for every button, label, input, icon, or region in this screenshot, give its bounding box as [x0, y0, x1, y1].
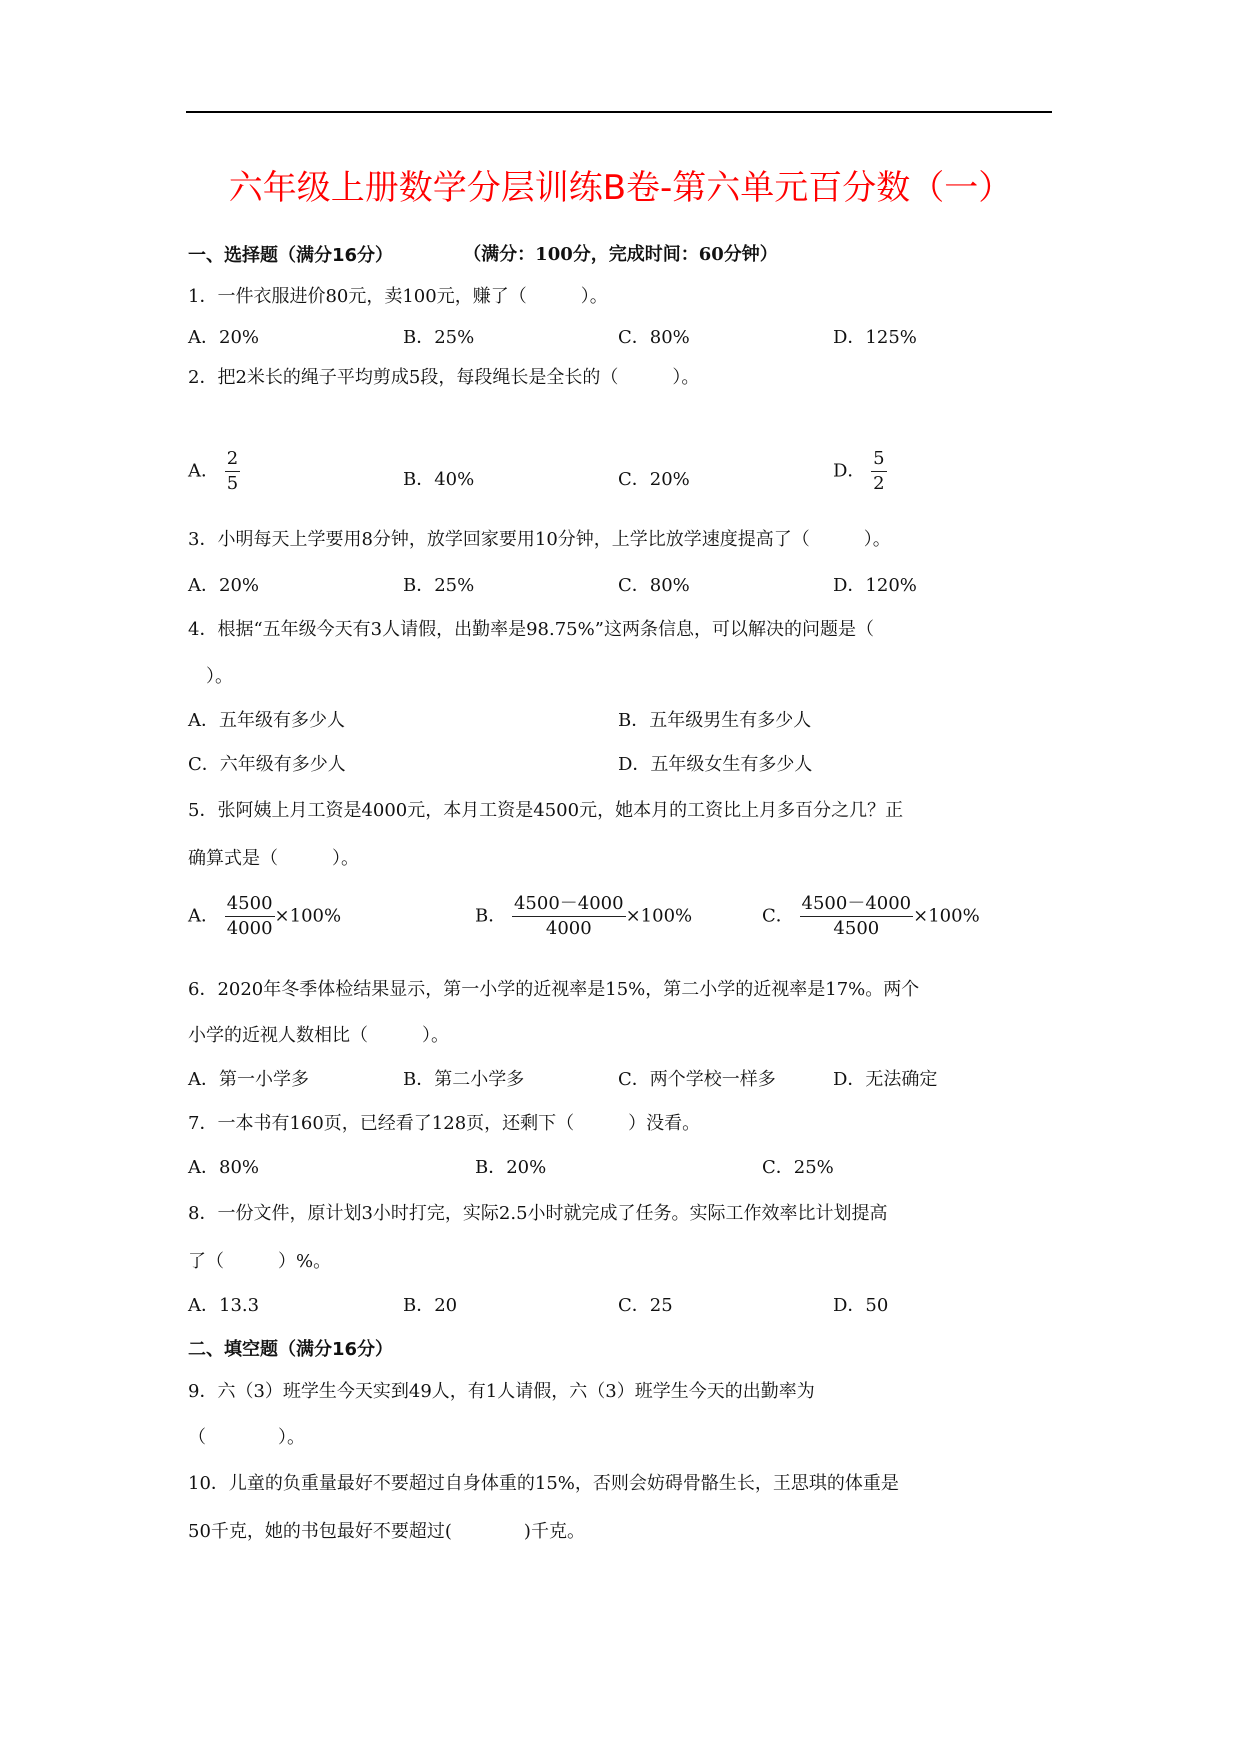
question-3-text: 3．小明每天上学要用8分钟，放学回家要用10分钟，上学比放学速度提高了（ ）。	[188, 529, 891, 550]
q6-option-b: B．第二小学多	[403, 1069, 525, 1090]
q1-option-d: D．125%	[833, 327, 917, 348]
q5-option-b-fraction	[512, 893, 626, 940]
question-4-text-line-1: 4．根据“五年级今天有3人请假，出勤率是98.75%”这两条信息，可以解决的问题是（	[188, 619, 874, 640]
q7-option-c: C．25%	[762, 1157, 834, 1178]
question-4-text-line-2: ）。	[188, 666, 233, 687]
q2-option-d	[833, 448, 887, 495]
question-5-text-line-1: 5．张阿姨上月工资是4000元，本月工资是4500元，她本月的工资比上月多百分之几？正	[188, 800, 904, 821]
q2-option-a-label: A．	[188, 460, 219, 482]
q5-option-b-multiplier: ×100%	[625, 905, 693, 927]
q8-option-b: B．20	[403, 1295, 458, 1316]
fraction-denominator: 4500	[833, 918, 880, 939]
fraction-denominator: 2	[873, 473, 885, 494]
q1-option-c: C．80%	[618, 327, 690, 348]
q4-option-d: D．五年级女生有多少人	[618, 754, 813, 775]
q1-option-a: A．20%	[188, 327, 260, 348]
question-6-text-line-1: 6．2020年冬季体检结果显示，第一小学的近视率是15%，第二小学的近视率是17%。两个	[188, 979, 920, 1000]
fraction-numerator: 2	[225, 448, 240, 472]
q5-option-a-label: A．	[188, 905, 219, 927]
q5-option-c-fraction	[800, 893, 914, 940]
fraction-denominator: 4000	[545, 918, 592, 939]
q2-option-c: C．20%	[618, 469, 690, 490]
question-1-text: 1．一件衣服进价80元，卖100元，赚了（ ）。	[188, 286, 608, 307]
q4-option-b: B．五年级男生有多少人	[618, 710, 812, 731]
fraction-denominator: 5	[226, 473, 239, 494]
question-6-text-line-2: 小学的近视人数相比（ ）。	[188, 1025, 449, 1046]
q5-option-b-label: B．	[475, 905, 507, 927]
q3-option-c: C．80%	[618, 575, 690, 596]
q8-option-c: C．25	[618, 1295, 673, 1316]
q3-option-b: B．25%	[403, 575, 475, 596]
section-heading-fill: 二、填空题（满分16分）	[188, 1339, 394, 1360]
question-8-text-line-2: 了（ ）%。	[188, 1251, 332, 1272]
question-10-text-line-1: 10．儿童的负重量最好不要超过自身体重的15%，否则会妨碍骨骼生长，王思琪的体重是	[188, 1473, 899, 1494]
question-9-text-line-2: （ ）。	[188, 1427, 305, 1448]
header-rule	[186, 111, 1052, 113]
q5-option-c-multiplier: ×100%	[913, 905, 980, 927]
fraction-denominator: 4000	[226, 918, 273, 939]
question-9-text-line-1: 9．六（3）班学生今天实到49人，有1人请假，六（3）班学生今天的出勤率为	[188, 1381, 815, 1402]
q6-option-a: A．第一小学多	[188, 1069, 309, 1090]
question-7-text: 7．一本书有160页，已经看了128页，还剩下（ ）没看。	[188, 1113, 701, 1134]
q1-option-b: B．25%	[403, 327, 475, 348]
question-8-text-line-1: 8．一份文件，原计划3小时打完，实际2.5小时就完成了任务。实际工作效率比计划提高	[188, 1203, 888, 1224]
page-subtitle: （满分：100分，完成时间：60分钟）	[463, 244, 778, 265]
question-10-text-line-2: 50千克，她的书包最好不要超过( )千克。	[188, 1521, 585, 1542]
q2-option-a-fraction	[225, 448, 240, 495]
q2-option-b: B．40%	[403, 469, 475, 490]
q6-option-c: C．两个学校一样多	[618, 1069, 776, 1090]
q8-option-d: D．50	[833, 1295, 889, 1316]
q5-option-b	[475, 893, 692, 940]
q7-option-a: A．80%	[188, 1157, 260, 1178]
q4-option-a: A．五年级有多少人	[188, 710, 345, 731]
q5-option-c	[762, 893, 980, 940]
page-title: 六年级上册数学分层训练B卷-第六单元百分数（一）	[228, 168, 1013, 208]
q2-option-d-fraction	[871, 448, 886, 495]
fraction-numerator: 4500－4000	[512, 893, 626, 917]
q5-option-a-multiplier: ×100%	[274, 905, 342, 927]
fraction-numerator: 4500	[225, 893, 275, 917]
q5-option-c-label: C．	[762, 905, 794, 927]
question-2-text: 2．把2米长的绳子平均剪成5段，每段绳长是全长的（ ）。	[188, 367, 700, 388]
q8-option-a: A．13.3	[188, 1295, 260, 1316]
fraction-numerator: 5	[871, 448, 886, 472]
q4-option-c: C．六年级有多少人	[188, 754, 346, 775]
q5-option-a	[188, 893, 341, 940]
section-heading-choice: 一、选择题（满分16分）	[188, 245, 394, 266]
q5-option-a-fraction	[225, 893, 275, 940]
q3-option-a: A．20%	[188, 575, 260, 596]
q2-option-a	[188, 448, 240, 495]
q2-option-d-label: D．	[833, 460, 866, 482]
q7-option-b: B．20%	[475, 1157, 547, 1178]
q3-option-d: D．120%	[833, 575, 917, 596]
q6-option-d: D．无法确定	[833, 1069, 938, 1090]
question-5-text-line-2: 确算式是（ ）。	[188, 848, 359, 869]
fraction-numerator: 4500－4000	[800, 893, 914, 917]
